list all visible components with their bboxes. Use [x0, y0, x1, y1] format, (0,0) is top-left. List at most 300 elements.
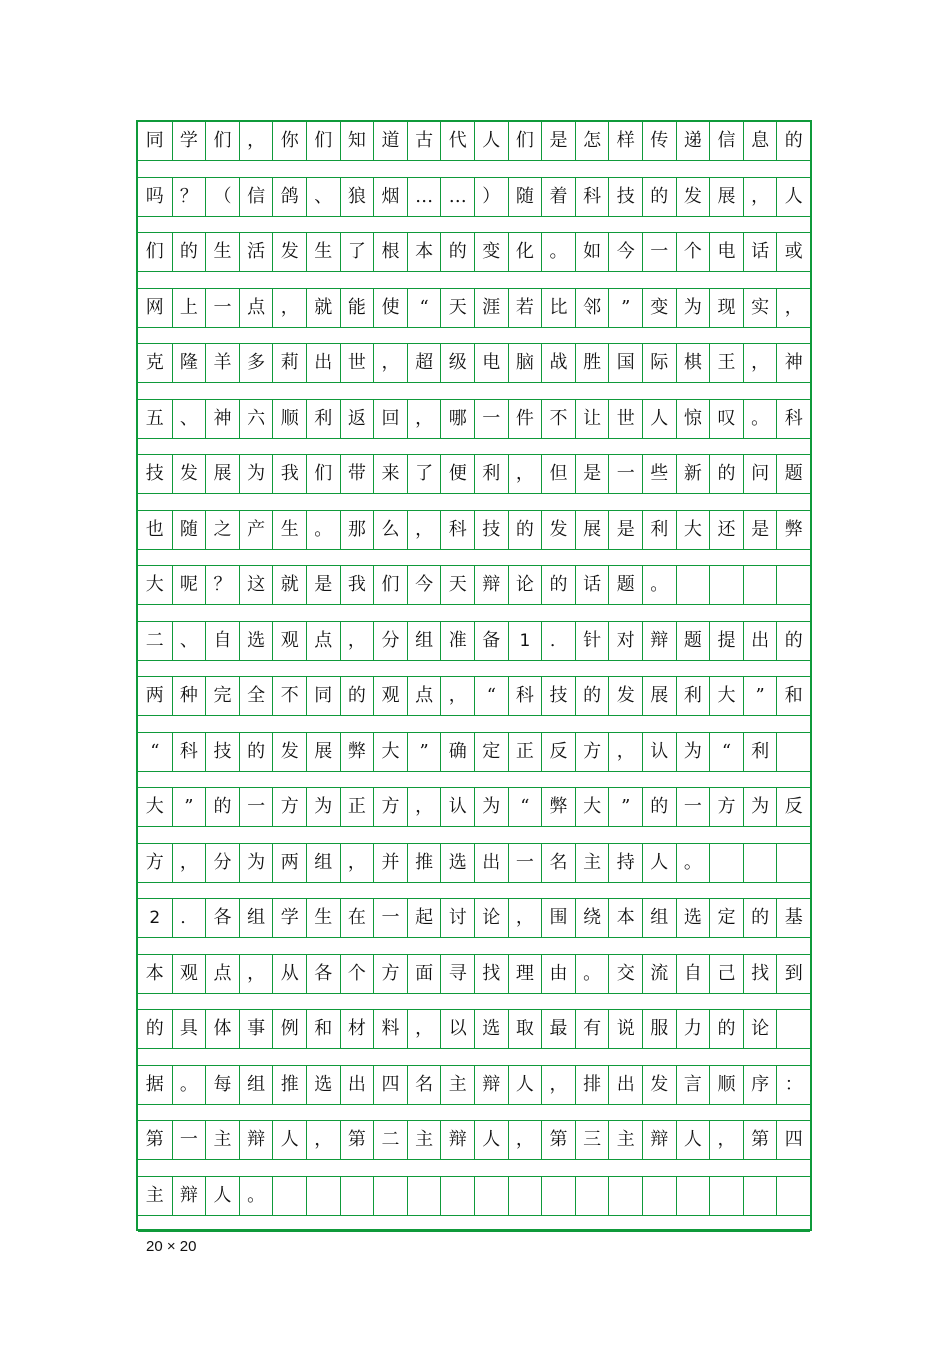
- grid-cell: 辩: [474, 566, 508, 604]
- grid-cell: 但: [541, 455, 575, 493]
- grid-cell: 的: [642, 178, 676, 216]
- grid-cell: 围: [541, 899, 575, 937]
- row-separator: [138, 1215, 810, 1233]
- grid-cell: 一: [474, 400, 508, 438]
- grid-cell: 国: [608, 344, 642, 382]
- grid-cell: 组: [306, 844, 340, 882]
- grid-cell: 大: [373, 733, 407, 771]
- grid-cell: 对: [608, 622, 642, 660]
- grid-cell: 今: [407, 566, 441, 604]
- grid-cell: 组: [642, 899, 676, 937]
- grid-cell: 天: [440, 289, 474, 327]
- grid-cell: 。: [642, 566, 676, 604]
- grid-cell: 五: [145, 407, 164, 429]
- grid-cell: 生: [272, 511, 306, 549]
- grid-cell: 选: [474, 1010, 508, 1048]
- grid-cell: 二: [145, 629, 164, 651]
- grid-cell: 若: [508, 289, 542, 327]
- grid-cell: 那: [340, 511, 374, 549]
- grid-cell: 的: [709, 1010, 743, 1048]
- grid-cell: ”: [608, 289, 642, 327]
- grid-cell: 序: [743, 1066, 777, 1104]
- grid-cell: ，: [440, 677, 474, 715]
- grid-cell: 电: [709, 233, 743, 271]
- grid-cell: 展: [205, 455, 239, 493]
- grid-cell: 吗: [145, 185, 164, 207]
- grid-cell: 据: [145, 1073, 164, 1095]
- grid-cell: 根: [373, 233, 407, 271]
- grid-cell: 产: [239, 511, 273, 549]
- grid-cell: ，: [340, 844, 374, 882]
- grid-cell: 呢: [172, 566, 206, 604]
- grid-cell: 流: [642, 955, 676, 993]
- grid-cell: 力: [676, 1010, 710, 1048]
- grid-cell: 就: [272, 566, 306, 604]
- grid-cell: 技: [541, 677, 575, 715]
- grid-cell: 比: [541, 289, 575, 327]
- row-separator: [138, 549, 810, 567]
- grid-cell: 为: [239, 844, 273, 882]
- grid-cell: 名: [407, 1066, 441, 1104]
- grid-cell: 多: [239, 344, 273, 382]
- grid-cell: 自: [205, 622, 239, 660]
- grid-cell: 一: [642, 233, 676, 271]
- grid-cell: 绕: [575, 899, 609, 937]
- grid-cell: 分: [373, 622, 407, 660]
- grid-cell: 或: [776, 233, 810, 271]
- grid-cell: 为: [474, 788, 508, 826]
- grid-cell: 惊: [676, 400, 710, 438]
- grid-cell: 棋: [676, 344, 710, 382]
- grid-cell: [776, 1010, 810, 1048]
- grid-cell: 组: [239, 1066, 273, 1104]
- grid-cell: 弊: [776, 511, 810, 549]
- grid-cell: 能: [340, 289, 374, 327]
- grid-cell: 来: [373, 455, 407, 493]
- grid-cell: 找: [743, 955, 777, 993]
- grid-cell: 点: [239, 289, 273, 327]
- grid-cell: 们: [373, 566, 407, 604]
- grid-cell: “: [508, 788, 542, 826]
- row-separator: [138, 604, 810, 622]
- grid-cell: 选: [440, 844, 474, 882]
- grid-cell: 大: [145, 574, 164, 595]
- grid-row: [138, 1010, 810, 1066]
- grid-cell: 论: [743, 1010, 777, 1048]
- grid-cell: 们: [205, 122, 239, 160]
- grid-cell: 克: [145, 352, 164, 373]
- grid-cell: 之: [205, 511, 239, 549]
- grid-cell: 实: [743, 289, 777, 327]
- grid-cell: 新: [676, 455, 710, 493]
- grid-cell: 。: [306, 511, 340, 549]
- row-separator: [138, 826, 810, 844]
- grid-cell: 为: [676, 733, 710, 771]
- grid-cell: 世: [608, 400, 642, 438]
- grid-cell: 鸽: [272, 178, 306, 216]
- grid-cell: 服: [642, 1010, 676, 1048]
- grid-cell: 出: [743, 622, 777, 660]
- grid-cell: ，: [776, 289, 810, 327]
- grid-cell: 的: [743, 899, 777, 937]
- grid-cell: 2: [149, 908, 161, 928]
- grid-cell: 科: [440, 511, 474, 549]
- grid-cell: 了: [340, 233, 374, 271]
- grid-cell: 方: [145, 851, 164, 873]
- grid-row: [138, 400, 810, 456]
- grid-cell: 二: [373, 1121, 407, 1159]
- grid-cell: 问: [743, 455, 777, 493]
- grid-cell: 话: [575, 566, 609, 604]
- grid-cell: [709, 1177, 743, 1215]
- grid-cell: 返: [340, 400, 374, 438]
- grid-cell: 。: [743, 400, 777, 438]
- grid-cell: 每: [205, 1066, 239, 1104]
- grid-cell: [575, 1177, 609, 1215]
- grid-cell: …: [407, 178, 441, 216]
- grid-cell: ，: [272, 289, 306, 327]
- grid-cell: [541, 1177, 575, 1215]
- grid-cell: ，: [407, 400, 441, 438]
- grid-cell: 发: [676, 178, 710, 216]
- grid-cell: 科: [508, 677, 542, 715]
- grid-cell: 定: [709, 899, 743, 937]
- grid-cell: 辩: [239, 1121, 273, 1159]
- grid-cell: 个: [340, 955, 374, 993]
- grid-cell: 四: [776, 1121, 810, 1159]
- grid-cell: 道: [373, 122, 407, 160]
- grid-cell: 材: [340, 1010, 374, 1048]
- grid-row: [138, 233, 810, 289]
- grid-cell: ，: [709, 1121, 743, 1159]
- grid-cell: 确: [440, 733, 474, 771]
- grid-cell: 超: [407, 344, 441, 382]
- grid-cell: 同: [306, 677, 340, 715]
- grid-cell: ，: [239, 122, 273, 160]
- grid-cell: 发: [272, 733, 306, 771]
- grid-cell: 世: [340, 344, 374, 382]
- grid-row: [138, 733, 810, 789]
- grid-cell: 展: [709, 178, 743, 216]
- grid-cell: 是: [743, 511, 777, 549]
- grid-cell: 推: [407, 844, 441, 882]
- grid-cell: [776, 733, 810, 771]
- grid-cell: [776, 844, 810, 882]
- grid-cell: 第: [340, 1121, 374, 1159]
- grid-cell: 一: [373, 899, 407, 937]
- row-separator: [138, 882, 810, 900]
- grid-cell: 种: [172, 677, 206, 715]
- grid-cell: 的: [340, 677, 374, 715]
- grid-row: [138, 788, 810, 844]
- grid-cell: 寻: [440, 955, 474, 993]
- row-separator: [138, 771, 810, 789]
- grid-cell: 反: [541, 733, 575, 771]
- grid-cell: 莉: [272, 344, 306, 382]
- grid-cell: ，: [743, 344, 777, 382]
- grid-cell: 本: [407, 233, 441, 271]
- grid-cell: ）: [474, 178, 508, 216]
- grid-cell: 题: [608, 566, 642, 604]
- grid-cell: 传: [642, 122, 676, 160]
- grid-cell: 样: [608, 122, 642, 160]
- grid-cell: 们: [306, 455, 340, 493]
- grid-cell: 方: [575, 733, 609, 771]
- grid-cell: 了: [407, 455, 441, 493]
- row-separator: [138, 493, 810, 511]
- grid-cell: [743, 566, 777, 604]
- grid-cell: 胜: [575, 344, 609, 382]
- grid-cell: 在: [340, 899, 374, 937]
- grid-cell: 为: [306, 788, 340, 826]
- grid-cell: 发: [172, 455, 206, 493]
- grid-cell: 怎: [575, 122, 609, 160]
- grid-cell: 发: [541, 511, 575, 549]
- grid-cell: [608, 1177, 642, 1215]
- grid-cell: 主: [608, 1121, 642, 1159]
- grid-cell: 随: [172, 511, 206, 549]
- grid-cell: 们: [145, 241, 164, 262]
- grid-cell: 到: [776, 955, 810, 993]
- grid-cell: 全: [239, 677, 273, 715]
- grid-cell: [306, 1177, 340, 1215]
- grid-cell: 际: [642, 344, 676, 382]
- grid-cell: 名: [541, 844, 575, 882]
- grid-cell: ，: [306, 1121, 340, 1159]
- grid-row: [138, 178, 810, 234]
- grid-cell: 的: [440, 233, 474, 271]
- grid-cell: 、: [172, 400, 206, 438]
- grid-cell: ，: [407, 1010, 441, 1048]
- grid-cell: 人: [676, 1121, 710, 1159]
- grid-cell: 弊: [541, 788, 575, 826]
- row-separator: [138, 715, 810, 733]
- grid-cell: 上: [172, 289, 206, 327]
- grid-cell: [743, 1177, 777, 1215]
- grid-cell: 么: [373, 511, 407, 549]
- grid-cell: 找: [474, 955, 508, 993]
- grid-cell: 。: [575, 955, 609, 993]
- grid-cell: 方: [709, 788, 743, 826]
- grid-cell: 的: [776, 622, 810, 660]
- grid-cell: [474, 1177, 508, 1215]
- grid-cell: 第: [541, 1121, 575, 1159]
- grid-cell: 同: [145, 130, 164, 151]
- grid-cell: 不: [541, 400, 575, 438]
- grid-cell: 是: [306, 566, 340, 604]
- grid-cell: 网: [145, 296, 164, 318]
- grid-cell: 一: [205, 289, 239, 327]
- grid-cell: 的: [172, 233, 206, 271]
- grid-cell: [776, 566, 810, 604]
- grid-cell: 主: [440, 1066, 474, 1104]
- grid-cell: 辩: [172, 1177, 206, 1215]
- grid-cell: [709, 566, 743, 604]
- grid-cell: 王: [709, 344, 743, 382]
- grid-cell: 出: [474, 844, 508, 882]
- grid-cell: 随: [508, 178, 542, 216]
- grid-cell: 1: [508, 622, 542, 660]
- grid-cell: ？: [205, 566, 239, 604]
- grid-cell: 方: [373, 955, 407, 993]
- grid-cell: 天: [440, 566, 474, 604]
- grid-cell: [776, 1177, 810, 1215]
- grid-cell: 技: [145, 463, 164, 484]
- grid-cell: 的: [205, 788, 239, 826]
- grid-cell: [272, 1177, 306, 1215]
- grid-cell: …: [440, 178, 474, 216]
- grid-cell: 四: [373, 1066, 407, 1104]
- grid-cell: 科: [172, 733, 206, 771]
- grid-cell: 电: [474, 344, 508, 382]
- grid-cell: 出: [306, 344, 340, 382]
- grid-cell: 息: [743, 122, 777, 160]
- grid-cell: 的: [642, 788, 676, 826]
- grid-cell: 第: [743, 1121, 777, 1159]
- grid-cell: 顺: [709, 1066, 743, 1104]
- grid-cell: 定: [474, 733, 508, 771]
- grid-cell: 哪: [440, 400, 474, 438]
- grid-cell: 学: [172, 122, 206, 160]
- grid-cell: ，: [508, 899, 542, 937]
- grid-cell: 正: [340, 788, 374, 826]
- grid-cell: 是: [608, 511, 642, 549]
- grid-cell: 大: [145, 796, 164, 817]
- grid-cell: 人: [474, 122, 508, 160]
- grid-cell: 六: [239, 400, 273, 438]
- grid-cell: 点: [306, 622, 340, 660]
- grid-row: [138, 844, 810, 900]
- grid-row: [138, 566, 810, 622]
- grid-cell: 也: [145, 518, 164, 540]
- grid-cell: 我: [340, 566, 374, 604]
- grid-cell: 战: [541, 344, 575, 382]
- grid-cell: ”: [743, 677, 777, 715]
- grid-cell: 。: [172, 1066, 206, 1104]
- grid-cell: 排: [575, 1066, 609, 1104]
- grid-cell: 们: [508, 122, 542, 160]
- grid-cell: 学: [272, 899, 306, 937]
- grid-cell: 的: [239, 733, 273, 771]
- grid-cell: 着: [541, 178, 575, 216]
- grid-cell: 技: [205, 733, 239, 771]
- grid-row: [138, 1121, 810, 1177]
- grid-cell: 变: [642, 289, 676, 327]
- grid-cell: ．: [172, 899, 206, 937]
- grid-cell: 和: [776, 677, 810, 715]
- grid-row: [138, 289, 810, 345]
- grid-cell: 回: [373, 400, 407, 438]
- grid-cell: ”: [608, 788, 642, 826]
- grid-cell: 的: [575, 677, 609, 715]
- grid-cell: [676, 566, 710, 604]
- grid-cell: 由: [541, 955, 575, 993]
- grid-cell: 辩: [440, 1121, 474, 1159]
- grid-cell: 技: [474, 511, 508, 549]
- row-separator: [138, 1104, 810, 1122]
- grid-cell: 例: [272, 1010, 306, 1048]
- grid-cell: 最: [541, 1010, 575, 1048]
- grid-cell: 备: [474, 622, 508, 660]
- grid-cell: 辩: [642, 622, 676, 660]
- grid-cell: ：: [776, 1066, 810, 1104]
- grid-cell: 带: [340, 455, 374, 493]
- grid-cell: 大: [709, 677, 743, 715]
- grid-cell: 完: [205, 677, 239, 715]
- grid-cell: 发: [642, 1066, 676, 1104]
- grid-cell: 神: [205, 400, 239, 438]
- grid-cell: 针: [575, 622, 609, 660]
- grid-cell: ”: [172, 788, 206, 826]
- grid-cell: 题: [776, 455, 810, 493]
- grid-cell: 是: [575, 455, 609, 493]
- grid-cell: 人: [474, 1121, 508, 1159]
- grid-cell: 从: [272, 955, 306, 993]
- grid-cell: 的: [145, 1018, 164, 1039]
- grid-cell: 发: [608, 677, 642, 715]
- grid-row: [138, 899, 810, 955]
- grid-cell: 还: [709, 511, 743, 549]
- grid-cell: 准: [440, 622, 474, 660]
- grid-cell: 本: [608, 899, 642, 937]
- grid-cell: 变: [474, 233, 508, 271]
- grid-cell: ，: [340, 622, 374, 660]
- grid-cell: 料: [373, 1010, 407, 1048]
- grid-cell: 观: [272, 622, 306, 660]
- grid-cell: 脑: [508, 344, 542, 382]
- grid-cell: 利: [642, 511, 676, 549]
- grid-cell: 一: [508, 844, 542, 882]
- grid-cell: 基: [776, 899, 810, 937]
- grid-cell: 出: [340, 1066, 374, 1104]
- grid-cell: 讨: [440, 899, 474, 937]
- grid-cell: 点: [205, 955, 239, 993]
- grid-cell: 展: [306, 733, 340, 771]
- grid-size-label: 20 × 20: [146, 1238, 197, 1255]
- grid-cell: 人: [205, 1177, 239, 1215]
- grid-cell: 隆: [172, 344, 206, 382]
- grid-cell: [743, 844, 777, 882]
- grid-cell: 。: [676, 844, 710, 882]
- grid-cell: 有: [575, 1010, 609, 1048]
- grid-cell: 方: [272, 788, 306, 826]
- grid-row: [138, 344, 810, 400]
- grid-cell: 人: [776, 178, 810, 216]
- grid-cell: 的: [776, 122, 810, 160]
- grid-cell: 选: [239, 622, 273, 660]
- grid-cell: 论: [474, 899, 508, 937]
- grid-cell: 理: [508, 955, 542, 993]
- row-separator: [138, 1048, 810, 1066]
- grid-cell: 观: [172, 955, 206, 993]
- grid-cell: 组: [239, 899, 273, 937]
- grid-row: [138, 1066, 810, 1122]
- grid-cell: 叹: [709, 400, 743, 438]
- grid-cell: 使: [373, 289, 407, 327]
- grid-cell: 组: [407, 622, 441, 660]
- grid-cell: 发: [272, 233, 306, 271]
- row-separator: [138, 1159, 810, 1177]
- grid-cell: ，: [608, 733, 642, 771]
- grid-cell: ，: [743, 178, 777, 216]
- grid-cell: 己: [709, 955, 743, 993]
- grid-cell: 。: [239, 1177, 273, 1215]
- grid-cell: 持: [608, 844, 642, 882]
- grid-cell: 我: [272, 455, 306, 493]
- grid-cell: 人: [642, 400, 676, 438]
- grid-cell: 反: [776, 788, 810, 826]
- grid-cell: 的: [709, 455, 743, 493]
